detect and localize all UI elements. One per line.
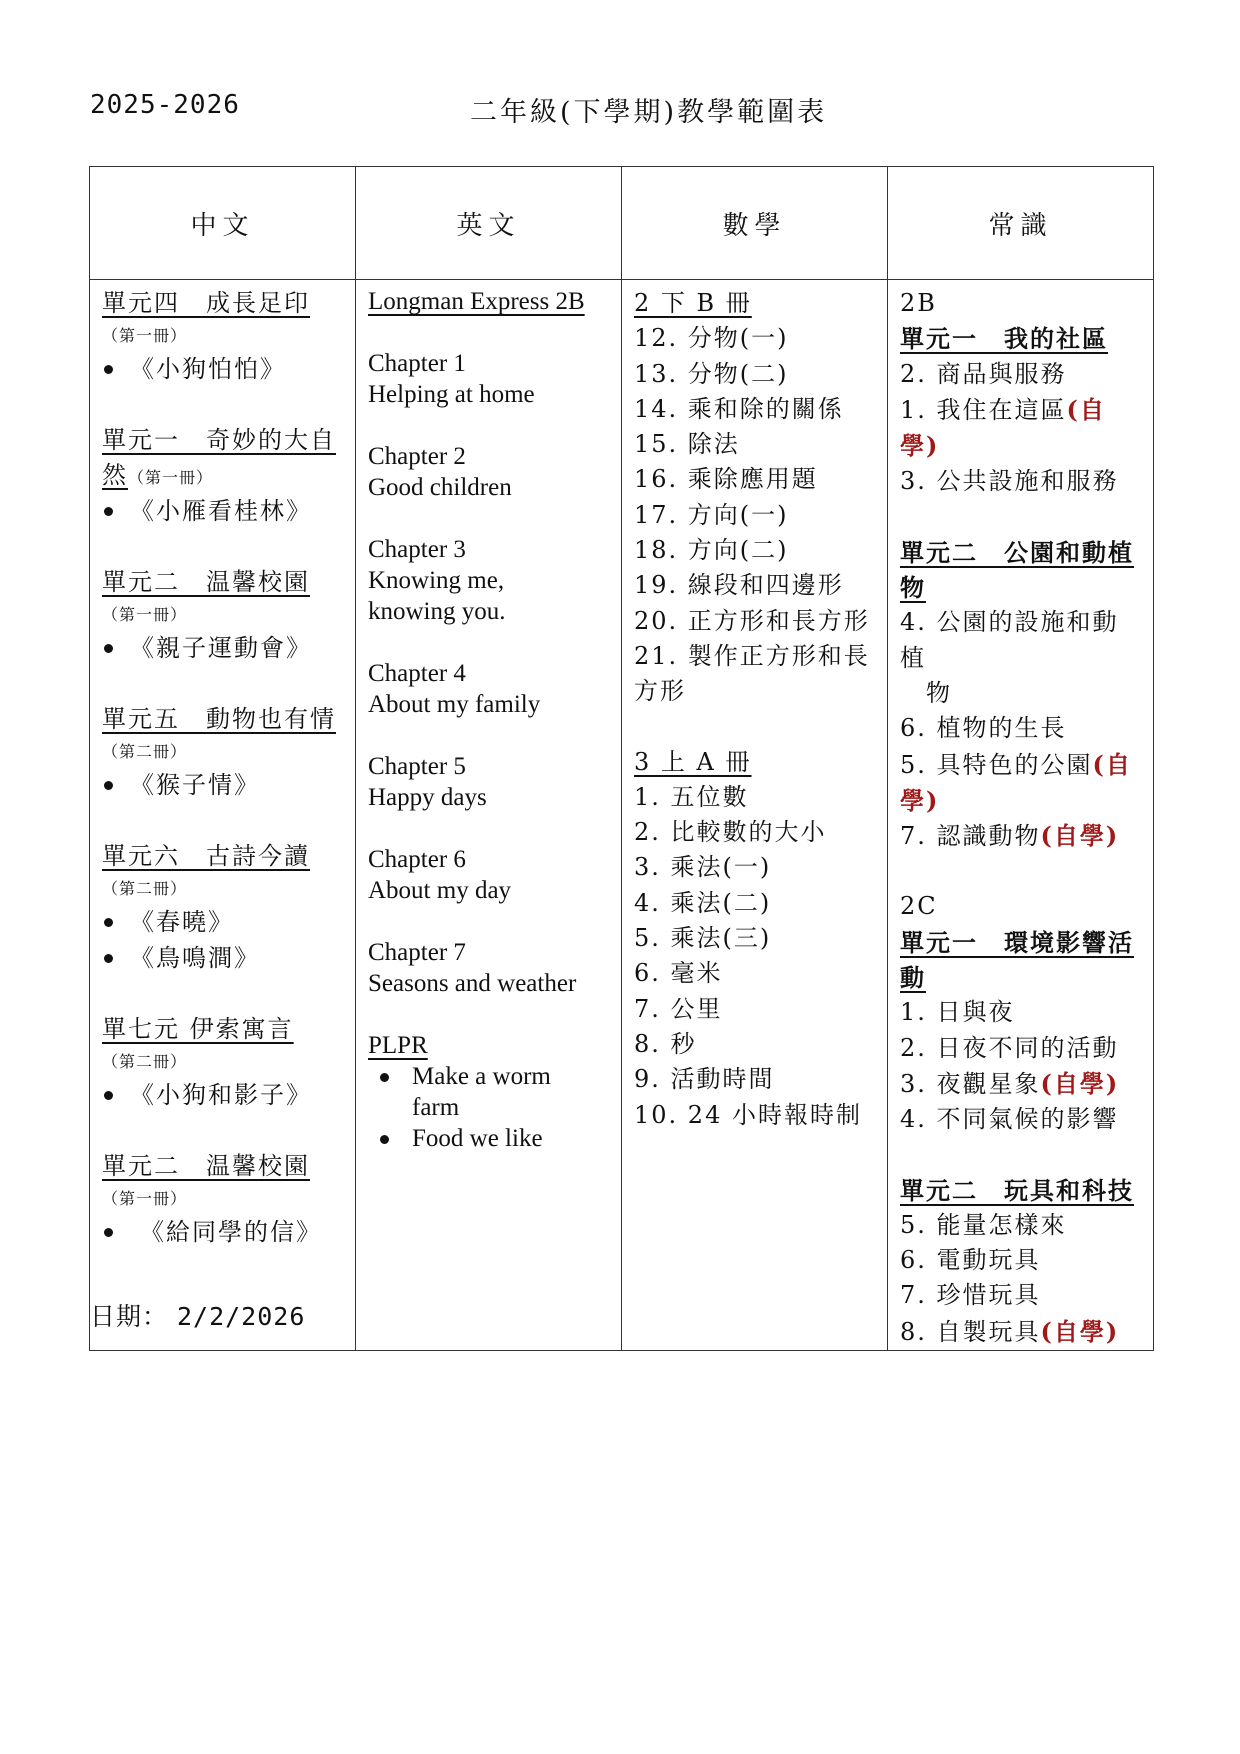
textbook-title: 2C [900, 892, 938, 921]
lesson-item: 《鳥鳴澗》 [102, 940, 345, 976]
volume-label: （第二冊） [102, 879, 188, 898]
topic-item: 3. 公共設施和服務 [900, 467, 1119, 496]
volume-label: （第一冊） [128, 468, 214, 487]
topic-item: 10. 24 小時報時制 [634, 1100, 862, 1129]
chapter-number: Chapter 1 [368, 350, 466, 377]
page-title: 二年級(下學期)教學範圍表 [470, 97, 828, 128]
lesson-item: 《春曉》 [102, 904, 345, 940]
date-line [90, 1297, 305, 1333]
self-study-tag: (自學) [1040, 821, 1120, 851]
topic-item: 7. 珍惜玩具 [900, 1281, 1041, 1310]
topic-text: 5. 具特色的公園 [900, 750, 1093, 779]
teaching-scope-table [89, 166, 1154, 1351]
topic-item: 21. 製作正方形和長 [634, 641, 870, 670]
topic-item: 18. 方向(二) [634, 536, 789, 565]
topic-item: 13. 分物(二) [634, 359, 789, 388]
volume-label: （第一冊） [102, 326, 188, 345]
chapter-title: Happy days [368, 784, 487, 811]
topic-item: 7. 公里 [634, 994, 723, 1023]
plpr-item-text: farm [412, 1094, 460, 1121]
topic-item: 5. 能量怎樣來 [900, 1210, 1067, 1239]
topic-item: 14. 乘和除的關係 [634, 394, 844, 423]
plpr-item [368, 1061, 611, 1123]
plpr-item-text: Make a worm [412, 1063, 551, 1090]
topic-item: 1. 日與夜 [900, 998, 1015, 1027]
chapter-title: Knowing me, [368, 567, 505, 594]
content-row [90, 280, 1154, 1351]
topic-item [900, 392, 1143, 465]
chapter-title: knowing you. [368, 598, 506, 625]
textbook-title: 3 上 A 冊 [634, 747, 752, 776]
unit-title: 單元二 公園和動植 [900, 537, 1134, 567]
unit-title: 單元一 我的社區 [900, 324, 1108, 354]
chapter-number: Chapter 3 [368, 536, 466, 563]
textbook-title: 2 下 B 冊 [634, 289, 752, 317]
lesson-item: 《給同學的信》 [102, 1214, 345, 1250]
topic-item-continued: 物 [926, 678, 952, 707]
chapter-title: About my family [368, 691, 541, 718]
chapter-number: Chapter 7 [368, 939, 466, 966]
topic-text: 1. 我住在這區 [900, 395, 1067, 424]
general-studies-cell [888, 280, 1154, 1351]
unit-title: 單元一 環境影響活 [900, 927, 1134, 957]
school-year: 2025-2026 [90, 90, 240, 120]
self-study-tag: (自學) [900, 394, 1106, 461]
textbook-title: Longman Express 2B [368, 288, 585, 315]
math-cell [622, 280, 888, 1351]
topic-item: 16. 乘除應用題 [634, 465, 818, 494]
topic-item: 6. 植物的生長 [900, 714, 1067, 743]
topic-item: 1. 五位數 [634, 782, 749, 811]
unit-title-continued [102, 458, 345, 493]
self-study-tag: 學) [900, 785, 940, 815]
chapter-title: Good children [368, 474, 512, 501]
column-header-chinese: 中文 [90, 167, 356, 280]
unit-title: 單元一 奇妙的大自 [102, 426, 336, 454]
plpr-item: Food we like [368, 1123, 611, 1154]
date-value: 2/2/2026 [176, 1302, 306, 1331]
self-study-tag: (自 [1092, 749, 1132, 779]
chapter-number: Chapter 6 [368, 846, 466, 873]
volume-label: （第一冊） [102, 1189, 188, 1208]
lesson-item: 《小狗怕怕》 [102, 351, 345, 387]
topic-item: 6. 電動玩具 [900, 1246, 1041, 1275]
volume-label: （第二冊） [102, 742, 188, 761]
topic-item: 2. 比較數的大小 [634, 818, 827, 847]
unit-title: 單元五 動物也有情 [102, 705, 336, 733]
unit-title-continued: 動 [900, 963, 926, 993]
chapter-title: Helping at home [368, 381, 535, 408]
topic-item [900, 747, 1143, 783]
topic-item: 3. 乘法(一) [634, 853, 772, 882]
topic-item: 2. 日夜不同的活動 [900, 1033, 1119, 1062]
chapter-title: Seasons and weather [368, 970, 577, 997]
column-header-math: 數學 [622, 167, 888, 280]
unit-title: 單元二 温馨校園 [102, 568, 310, 596]
topic-text: 7. 認識動物 [900, 822, 1041, 851]
topic-item: 6. 毫米 [634, 959, 723, 988]
topic-item: 15. 除法 [634, 430, 740, 459]
column-header-english: 英文 [356, 167, 622, 280]
volume-label: （第一冊） [102, 605, 188, 624]
unit-title: 單元四 成長足印 [102, 289, 310, 317]
unit-title-tail: 然 [102, 461, 128, 489]
lesson-item: 《猴子情》 [102, 767, 345, 803]
topic-item: 4. 乘法(二) [634, 888, 772, 917]
chinese-cell [90, 280, 356, 1351]
volume-label: （第二冊） [102, 1052, 188, 1071]
unit-title: 單元六 古詩今讀 [102, 842, 310, 870]
header-row [90, 167, 1154, 280]
plpr-heading: PLPR [368, 1032, 428, 1059]
topic-text: 3. 夜觀星象 [900, 1069, 1041, 1098]
topic-item [900, 1314, 1143, 1350]
topic-item: 5. 乘法(三) [634, 924, 772, 953]
english-cell [356, 280, 622, 1351]
lesson-item: 《小狗和影子》 [102, 1077, 345, 1113]
self-study-tag: (自學) [1040, 1068, 1120, 1098]
topic-item: 2. 商品與服務 [900, 359, 1067, 388]
topic-item: 4. 不同氣候的影響 [900, 1105, 1119, 1134]
unit-title: 單元二 温馨校園 [102, 1152, 310, 1180]
topic-text: 8. 自製玩具 [900, 1317, 1041, 1346]
lesson-item: 《親子運動會》 [102, 630, 345, 666]
unit-title: 單七元 伊索寓言 [102, 1015, 294, 1043]
lesson-item: 《小雁看桂林》 [102, 493, 345, 529]
chapter-number: Chapter 2 [368, 443, 466, 470]
topic-item: 20. 正方形和長方形 [634, 606, 870, 635]
topic-item: 9. 活動時間 [634, 1065, 775, 1094]
chapter-title: About my day [368, 877, 512, 904]
column-header-general-studies: 常識 [888, 167, 1154, 280]
topic-item: 17. 方向(一) [634, 500, 789, 529]
topic-item-continued: 植 [900, 643, 926, 672]
topic-item [900, 1066, 1143, 1102]
unit-title-continued: 物 [900, 573, 926, 603]
topic-item: 12. 分物(一) [634, 324, 789, 353]
chapter-number: Chapter 4 [368, 660, 466, 687]
date-label: 日期： [90, 1302, 169, 1331]
topic-item [900, 818, 1143, 854]
topic-item: 19. 線段和四邊形 [634, 571, 844, 600]
chapter-number: Chapter 5 [368, 753, 466, 780]
textbook-title: 2B [900, 289, 937, 317]
topic-item: 4. 公園的設施和動 [900, 608, 1119, 637]
unit-title: 單元二 玩具和科技 [900, 1175, 1134, 1205]
self-study-tag: (自學) [1040, 1316, 1120, 1346]
topic-item: 8. 秒 [634, 1029, 697, 1058]
topic-item-continued: 方形 [634, 677, 686, 706]
